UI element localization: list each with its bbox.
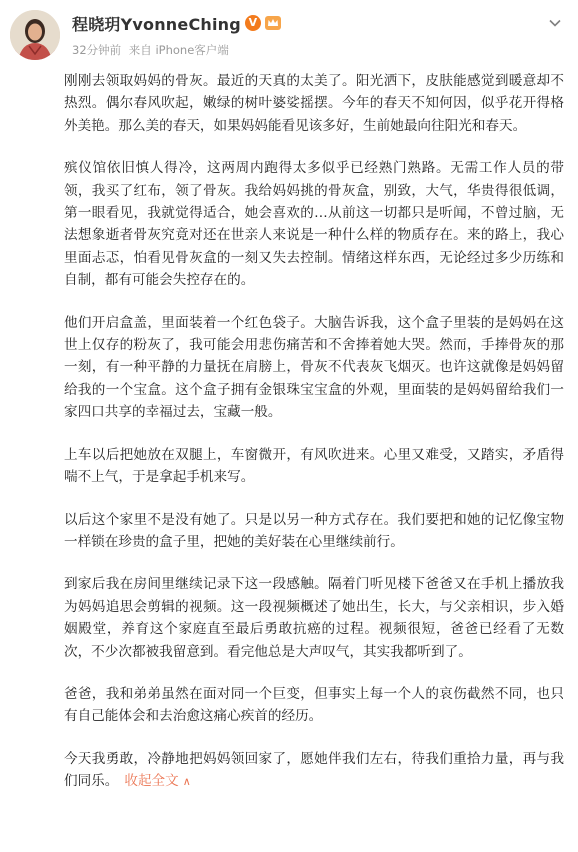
post-paragraph: 上车以后把她放在双腿上，车窗微开，有风吹进来。心里又难受，又踏实，矛盾得喘不上气，于是拿起手机来写。 [64, 446, 564, 486]
collapse-full-text-button[interactable] [124, 773, 190, 789]
post-paragraph: 刚刚去领取妈妈的骨灰。最近的天真的太美了。阳光洒下，皮肤能感觉到暖意却不热烈。偶尔春风吹起，嫩绿的树叶婆娑摇摆。今年的春天不知何因，似乎花开得格外美艳。那么美的春天，如果妈妈能看见该多好，生前她最向往阳光和春天。 [64, 73, 564, 134]
post-paragraph: 到家后我在房间里继续记录下这一段感触。隔着门听见楼下爸爸又在手机上播放我为妈妈追思会剪辑的视频。这一段视频概述了她出生，长大，与父亲相识，步入婚姻殿堂，养育这个家庭直至最后勇敢抗癌的过程。视频很短，爸爸已经看了无数次，不少次都被我留意到。看完他总是大声叹气，其实我都听到了。 [64, 576, 564, 660]
chevron-up-icon: ∧ [182, 775, 191, 789]
verified-badge-icon: V [245, 15, 261, 31]
collapse-label: 收起全文 [124, 773, 179, 790]
member-crown-icon[interactable] [264, 15, 282, 31]
post-paragraph-text: 今天我勇敢，冷静地把妈妈领回家了，愿她伴我们左右，待我们重拾力量，再与我们同乐。 [64, 750, 564, 790]
post-header [10, 10, 568, 66]
post-paragraph: 爸爸，我和弟弟虽然在面对同一个巨变，但事实上每一个人的哀伤截然不同，也只有自己能体会和去治愈这痛心疾首的经历。 [64, 685, 564, 725]
avatar-portrait-icon [10, 10, 60, 60]
post-paragraph: 他们开启盒盖，里面装着一个红色袋子。大脑告诉我，这个盒子里装的是妈妈在这世上仅存的粉灰了，我可能会用悲伤痛苦和不舍捧着她大哭。然而，手捧骨灰的那一刻，有一种平静的力量抚在肩膀上，骨灰不代表灰飞烟灭。也许这就像是妈妈留给我的一个宝盒。这个盒子拥有金银珠宝宝盒的外观，里面装的是妈妈留给我们一家四口共享的幸福过去，宝藏一般。 [64, 314, 564, 421]
post-source: 来自 iPhone客户端 [128, 43, 229, 57]
chevron-down-icon[interactable] [548, 16, 562, 30]
author-name[interactable]: 程晓玥YvonneChing [72, 14, 241, 34]
post-time[interactable]: 32分钟前 [72, 43, 122, 57]
post-paragraph: 以后这个家里不是没有她了。只是以另一种方式存在。我们要把和她的记忆像宝物一样锁在珍贵的盒子里，把她的美好装在心里继续前行。 [64, 511, 564, 550]
author-row [72, 12, 282, 34]
post-meta [72, 42, 233, 58]
post-body [64, 70, 564, 814]
post-paragraph: 殡仪馆依旧慎人得冷，这两周内跑得太多似乎已经熟门熟路。无需工作人员的带领，我买了红布，领了骨灰。我给妈妈挑的骨灰盒，别致，大气，华贵得很低调，第一眼看见，我就觉得适合，她会喜欢的…从前这一切都只是听闻，不曾过脑，无法想象逝者骨灰究竟对还在世亲人来说是一种什么样的物质存在。来的路上，我心里面忐忑，怕看见骨灰盒的一刻又失去控制。情绪这样东西，无论经过多少历练和自制，都有可能会失控存在的。 [64, 160, 564, 289]
post-paragraph-last [64, 748, 564, 794]
avatar[interactable] [10, 10, 60, 60]
